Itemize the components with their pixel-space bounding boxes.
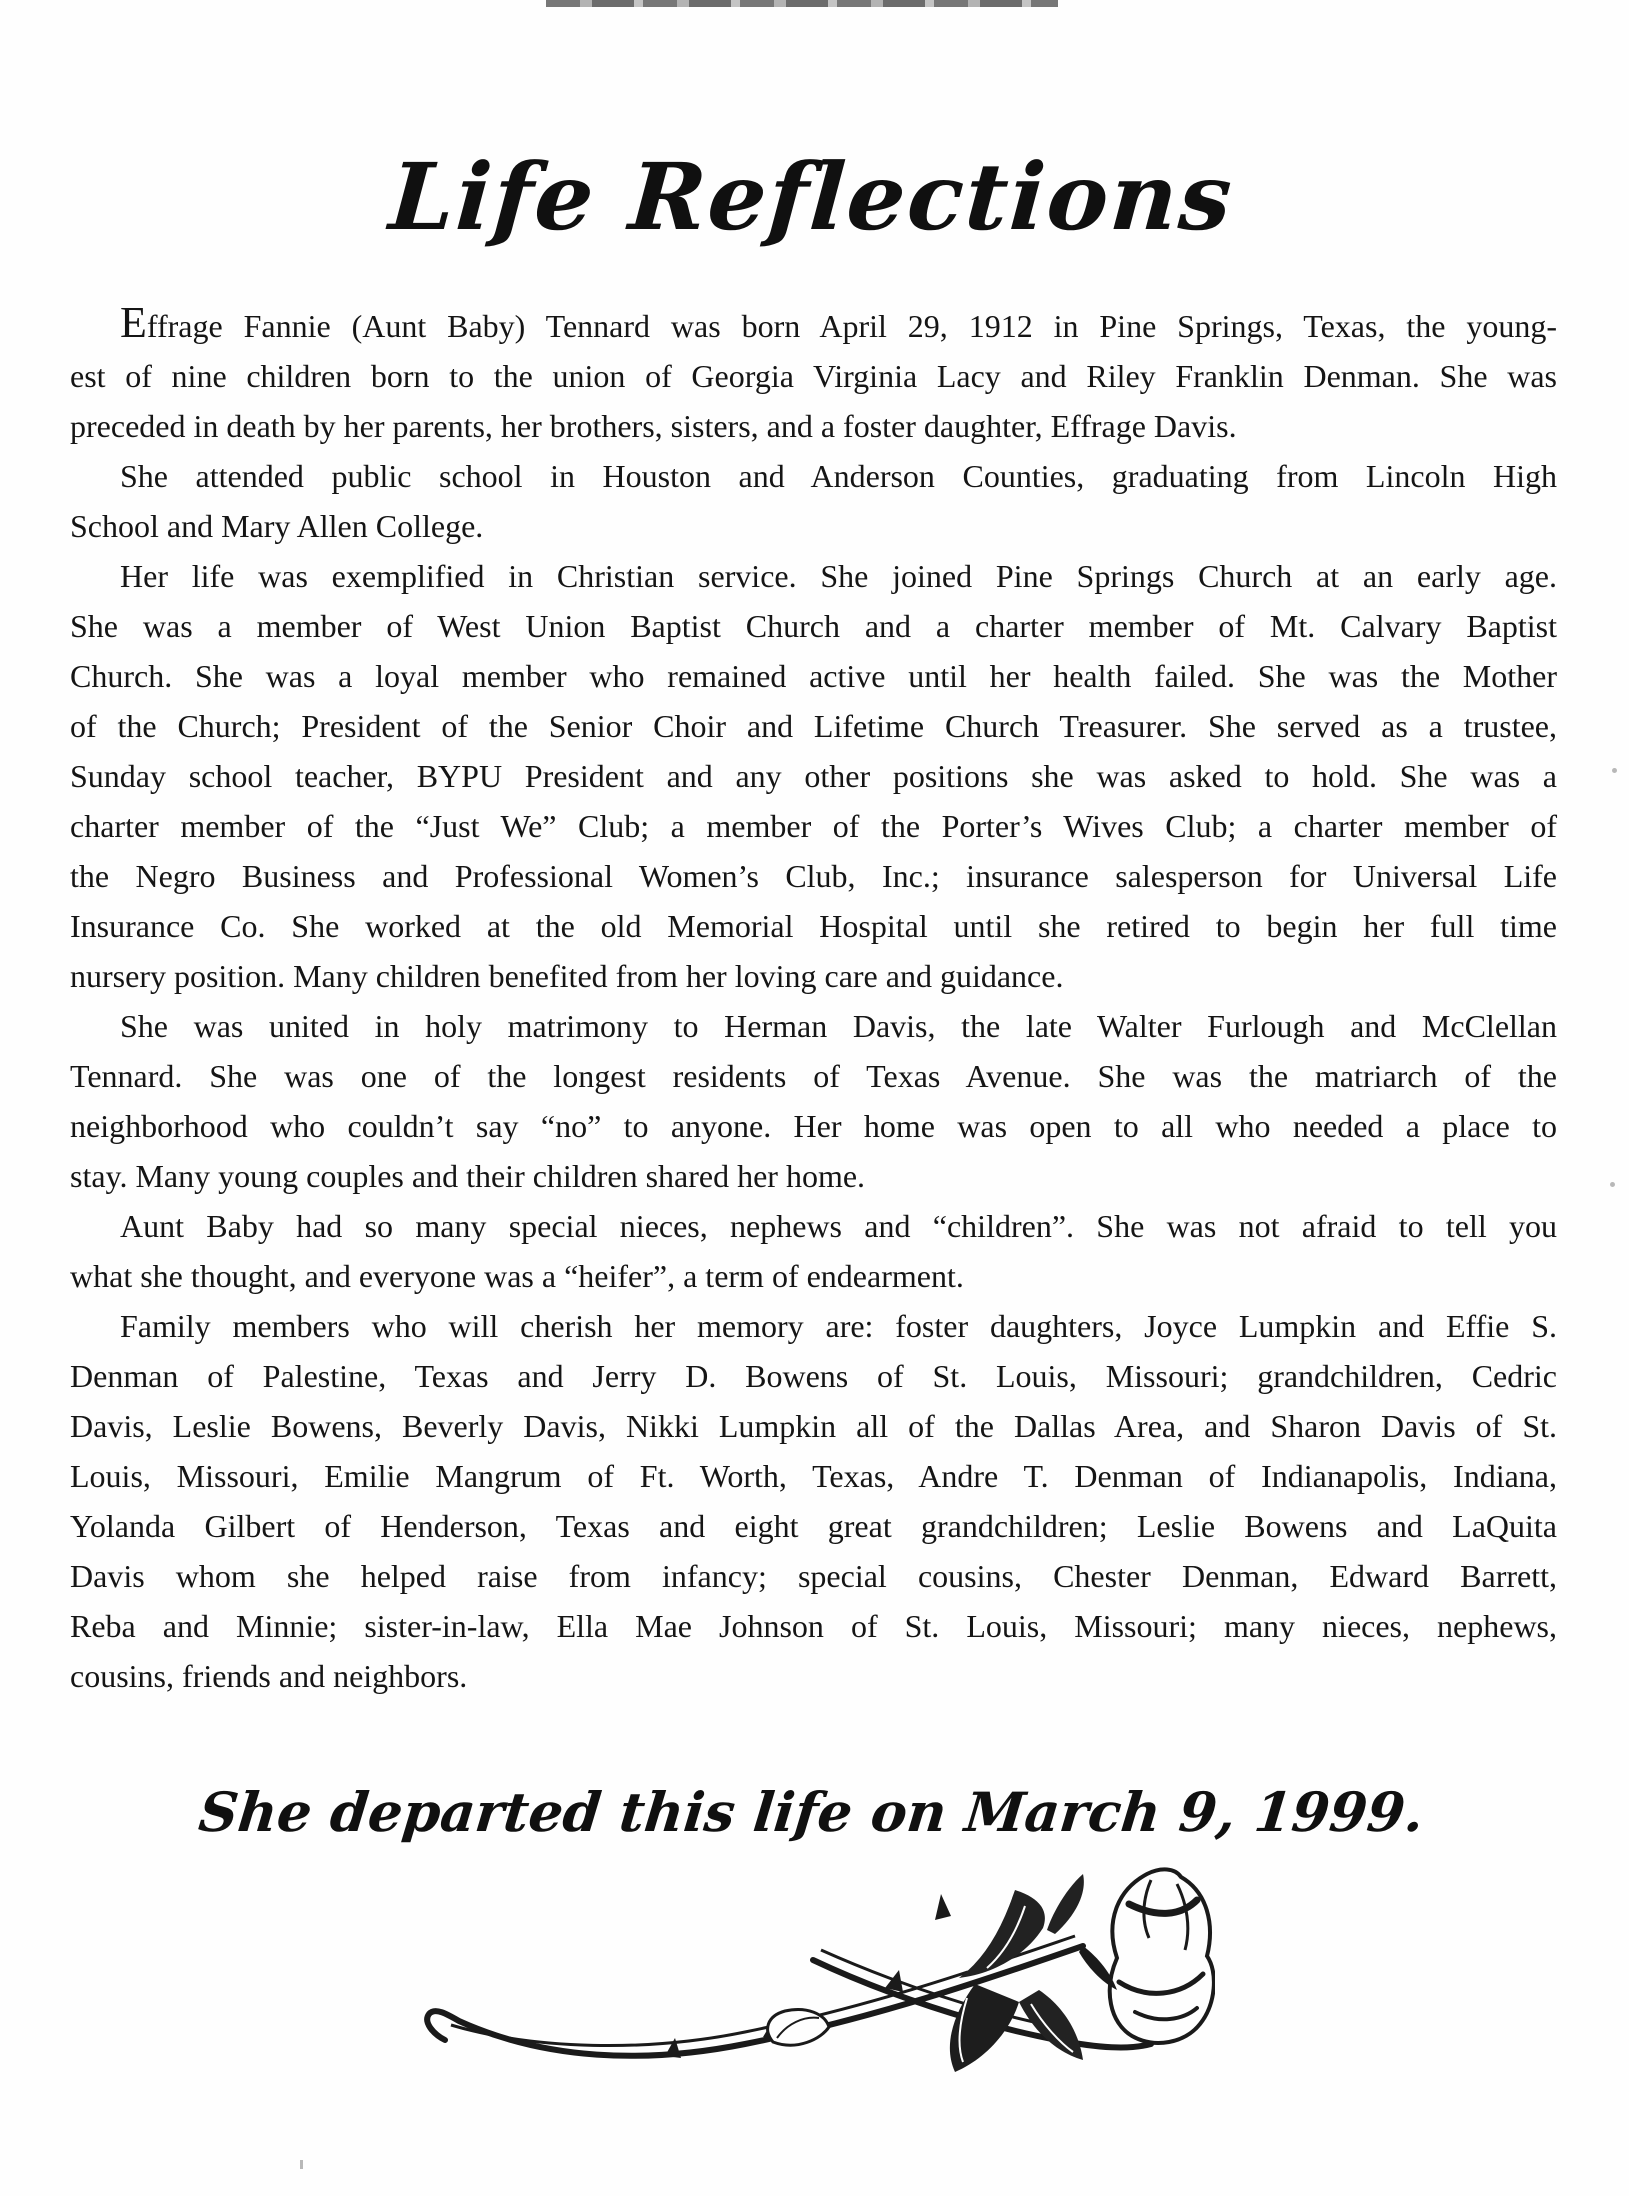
scan-speck xyxy=(300,2160,303,2169)
text-line: of the Church; President of the Senior Choir and Lifetime Church Treasurer. She served as a trustee, xyxy=(70,708,1557,744)
paragraph xyxy=(70,1301,1557,1701)
text-line: Family members who will cherish her memory are: foster daughters, Joyce Lumpkin and Effie S. xyxy=(120,1308,1557,1344)
text-line: cousins, friends and neighbors. xyxy=(70,1658,468,1694)
paragraph xyxy=(70,298,1557,451)
text-line: nursery position. Many children benefited from her loving care and guidance. xyxy=(70,958,1064,994)
text-line: Yolanda Gilbert of Henderson, Texas and eight great grandchildren; Leslie Bowens and LaQuita xyxy=(70,1508,1557,1544)
text-line: Her life was exemplified in Christian service. She joined Pine Springs Church at an early age. xyxy=(120,558,1557,594)
text-line: She was united in holy matrimony to Herman Davis, the late Walter Furlough and McClellan xyxy=(120,1008,1557,1044)
text-line: Insurance Co. She worked at the old Memorial Hospital until she retired to begin her full time xyxy=(70,908,1557,944)
text-line: neighborhood who couldn’t say “no” to anyone. Her home was open to all who needed a place to xyxy=(70,1108,1557,1144)
text-line: stay. Many young couples and their children shared her home. xyxy=(70,1158,866,1194)
text-line: what she thought, and everyone was a “heifer”, a term of endearment. xyxy=(70,1258,964,1294)
text-line: preceded in death by her parents, her brothers, sisters, and a foster daughter, Effrage Davis. xyxy=(70,408,1237,444)
text-line: Aunt Baby had so many special nieces, nephews and “children”. She was not afraid to tell you xyxy=(120,1208,1557,1244)
text-line: the Negro Business and Professional Women’s Club, Inc.; insurance salesperson for Universal Life xyxy=(70,858,1557,894)
text-line: Louis, Missouri, Emilie Mangrum of Ft. Worth, Texas, Andre T. Denman of Indianapolis, Indiana, xyxy=(70,1458,1557,1494)
scan-artifact-strip xyxy=(546,0,1058,7)
paragraph xyxy=(70,1201,1557,1301)
text-line: Tennard. She was one of the longest residents of Texas Avenue. She was the matriarch of the xyxy=(70,1058,1557,1094)
scan-speck xyxy=(1612,768,1617,773)
text-line: Davis, Leslie Bowens, Beverly Davis, Nikki Lumpkin all of the Dallas Area, and Sharon Davis of St. xyxy=(70,1408,1557,1444)
text-line: She was a member of West Union Baptist Church and a charter member of Mt. Calvary Baptist xyxy=(70,608,1557,644)
paragraph xyxy=(70,551,1557,1001)
text-line: Sunday school teacher, BYPU President and any other positions she was asked to hold. She was a xyxy=(70,758,1557,794)
paragraph xyxy=(70,451,1557,551)
paragraph xyxy=(70,1001,1557,1201)
departed-line: She departed this life on March 9, 1999. xyxy=(195,1780,1428,1844)
body-paragraphs xyxy=(70,298,1557,1701)
text-line: Effrage Fannie (Aunt Baby) Tennard was born April 29, 1912 in Pine Springs, Texas, the young- xyxy=(120,298,1557,347)
text-line: Church. She was a loyal member who remained active until her health failed. She was the Mother xyxy=(70,658,1557,694)
text-line: School and Mary Allen College. xyxy=(70,508,484,544)
page-title: Life Reflections xyxy=(386,143,1237,251)
text-line: charter member of the “Just We” Club; a member of the Porter’s Wives Club; a charter member of xyxy=(70,808,1557,844)
text-line: est of nine children born to the union of Georgia Virginia Lacy and Riley Franklin Denman. She was xyxy=(70,358,1557,394)
text-line: She attended public school in Houston and Anderson Counties, graduating from Lincoln High xyxy=(120,458,1557,494)
rose-illustration xyxy=(415,1862,1215,2092)
text-line: Davis whom she helped raise from infancy; special cousins, Chester Denman, Edward Barrett, xyxy=(70,1558,1557,1594)
scan-speck xyxy=(1610,1182,1615,1187)
text-line: Denman of Palestine, Texas and Jerry D. Bowens of St. Louis, Missouri; grandchildren, Cedric xyxy=(70,1358,1557,1394)
text-line: Reba and Minnie; sister-in-law, Ella Mae Johnson of St. Louis, Missouri; many nieces, nephews, xyxy=(70,1608,1557,1644)
rose-icon xyxy=(415,1862,1215,2092)
